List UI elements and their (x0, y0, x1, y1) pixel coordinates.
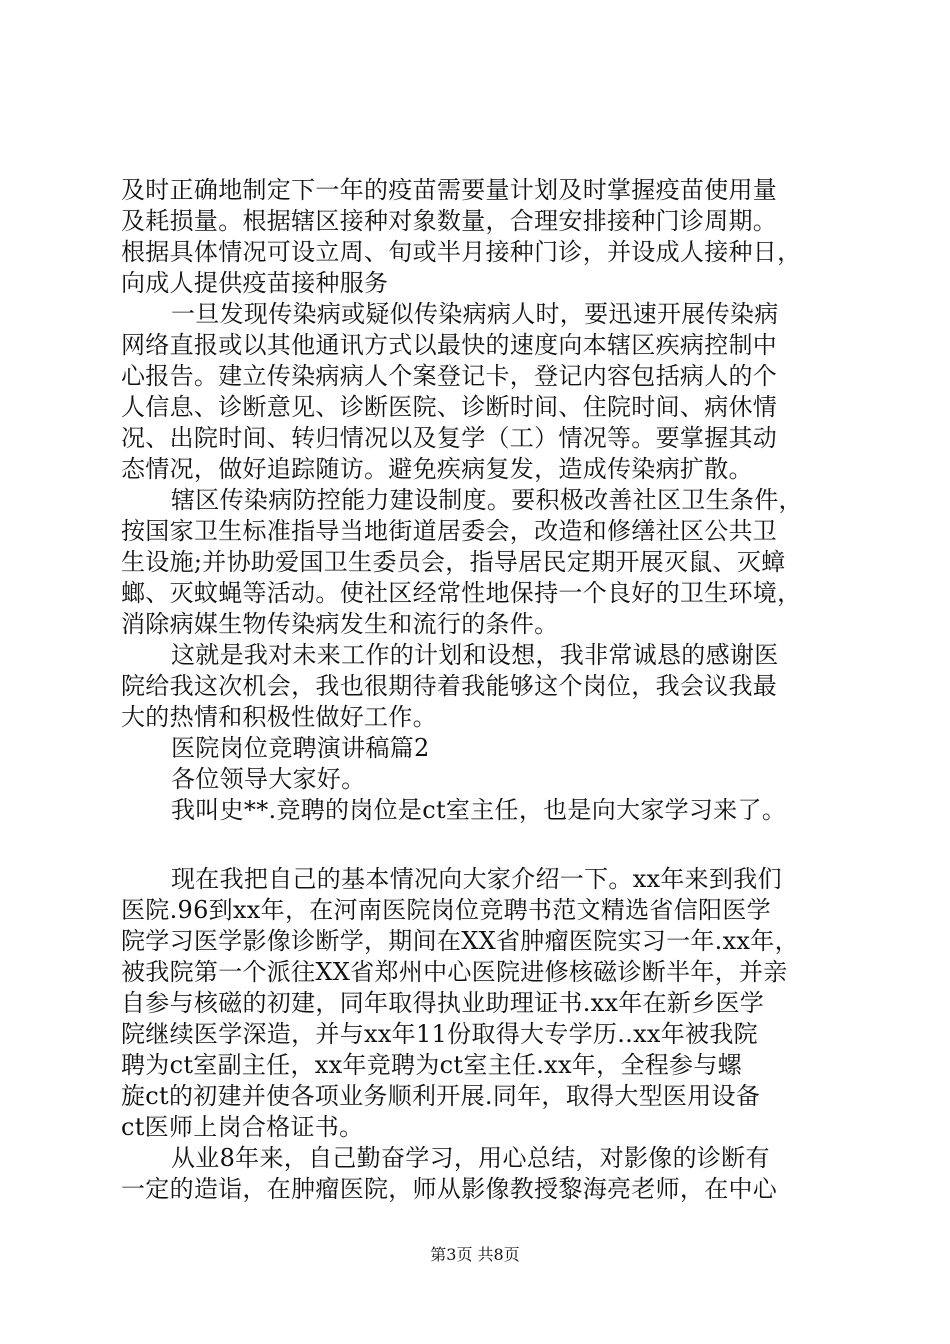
text-line: 我叫史**.竞聘的岗位是ct室主任，也是向大家学习来了。 (171, 796, 787, 824)
text-line: 这就是我对未来工作的计划和设想，我非常诚恳的感谢医 (171, 641, 779, 669)
text-line: 一定的造诣，在肿瘤医院，师从影像教授黎海亮老师，在中心 (121, 1175, 778, 1203)
text-line: 及耗损量。根据辖区接种对象数量，合理安排接种门诊周期。 (121, 207, 778, 235)
text-line: 人信息、诊断意见、诊断医院、诊断时间、住院时间、病休情 (121, 393, 778, 421)
text-line: 一旦发现传染病或疑似传染病病人时，要迅速开展传染病 (171, 300, 779, 328)
text-line: 院给我这次机会，我也很期待着我能够这个岗位，我会议我最 (121, 672, 778, 700)
text-line: 生设施;并协助爱国卫生委员会，指导居民定期开展灭鼠、灭蟑 (121, 548, 786, 576)
text-line: 旋ct的初建并使各项业务顺利开展.同年，取得大型医用设备 (121, 1082, 761, 1110)
text-line: 向成人提供疫苗接种服务 (121, 269, 389, 297)
text-line: 自参与核磁的初建，同年取得执业助理证书.xx年在新乡医学 (121, 989, 765, 1017)
text-line: 医院.96到xx年，在河南医院岗位竞聘书范文精选省信阳医学 (121, 896, 771, 924)
text-line: 况、出院时间、转归情况以及复学（工）情况等。要掌握其动 (121, 424, 778, 452)
text-line: 及时正确地制定下一年的疫苗需要量计划及时掌握疫苗使用量 (121, 176, 778, 204)
text-line: 螂、灭蚊蝇等活动。使社区经常性地保持一个良好的卫生环境， (121, 579, 802, 607)
text-line: 根据具体情况可设立周、旬或半月接种门诊，并设成人接种日， (121, 238, 802, 266)
page-footer: 第3页 共8页 (430, 1245, 520, 1264)
text-line: ct医师上岗合格证书。 (121, 1113, 364, 1141)
text-line: 心报告。建立传染病病人个案登记卡，登记内容包括病人的个 (121, 362, 778, 390)
text-line: 辖区传染病防控能力建设制度。要积极改善社区卫生条件， (171, 486, 803, 514)
text-line: 各位领导大家好。 (171, 765, 366, 793)
text-line: 聘为ct室副主任，xx年竞聘为ct室主任.xx年，全程参与螺 (121, 1051, 742, 1079)
text-line: 现在我把自己的基本情况向大家介绍一下。xx年来到我们 (171, 865, 782, 893)
document-body (121, 175, 841, 1205)
text-line: 大的热情和积极性做好工作。 (121, 703, 437, 731)
paragraph-gap (121, 826, 841, 864)
text-line: 从业8年来，自己勤奋学习，用心总结，对影像的诊断有 (171, 1144, 770, 1172)
text-line: 按国家卫生标准指导当地街道居委会，改造和修缮社区公共卫 (121, 517, 778, 545)
text-line: 消除病媒生物传染病发生和流行的条件。 (121, 610, 559, 638)
text-line: 院学习医学影像诊断学，期间在XX省肿瘤医院实习一年.xx年， (121, 927, 799, 955)
text-line: 院继续医学深造，并与xx年11份取得大专学历..xx年被我院 (121, 1020, 758, 1048)
text-line: 网络直报或以其他通讯方式以最快的速度向本辖区疾病控制中 (121, 331, 778, 359)
text-line: 被我院第一个派往XX省郑州中心医院进修核磁诊断半年，并亲 (121, 958, 788, 986)
section-heading: 医院岗位竞聘演讲稿篇2 (171, 734, 430, 762)
text-line: 态情况，做好追踪随访。避免疾病复发，造成传染病扩散。 (121, 455, 753, 483)
